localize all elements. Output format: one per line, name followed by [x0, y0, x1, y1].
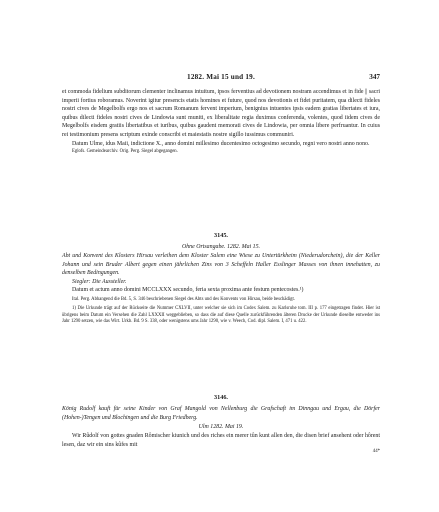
document-3146: [62, 394, 380, 456]
document-summary: König Rudolf kauft für seine Kinder von Graf Mangold von Nellenburg die Grafschaft im Dinngau und Ergau, die Dörfer (Hohen-)Tengen und Blochingen und die Burg Friedberg.: [62, 406, 380, 421]
running-header: [62, 73, 380, 85]
charter-text: et commoda fidelium subditorum clementer inclinamus intuitum, ipsos ferventius ad devotionem nostram accendimus et in fide || sacri imperii fortius roboramus. Noverint igitur presencis etatis homines et future, quod nos devotionis et fidei puritatem, qua dilecti fideles nostri cives de Megelbolfs ergo nos et sacrum Romanum fervent imperium, benignius intuentes ipsis eadem gratias libertates et iura, quibus dilecti fideles nostri cives de Lindowia sunt muniti, ex liberalitate regia duximus conferenda, volentes, quod iidem cives de Megelbolfs eisdem gratiis libertatibus et iuribus, quibus gaudent memorati cives de Lindowia, per omnia libere perfruantur. In cuius rei testimonium presens scriptum exinde conscribi et maiestatis nostre sigillo iussimus communiri.: [62, 89, 380, 138]
document-source: Ital. Perg. Abhangend die Bd. 5, S. 346 beschriebenen Siegel des Abts und des Konvents von Hirsau, beide beschädigt.: [72, 296, 295, 302]
document-dating: Datum et actum anno domini MCCLXXX secundo, feria sexta proxima ante festum pentecostes.¹): [72, 287, 304, 294]
page-number: 347: [369, 73, 380, 81]
signature-mark: 44*: [372, 449, 380, 455]
header-title: 1282. Mai 15 und 19.: [187, 73, 255, 81]
document-footnote: 1) Die Urkunde trägt auf der Rückseite die Nummer CXLVII, unter welcher sie sich im Codex Salem. zu Karlsruhe tom. III p. 177 eingetragen findet. Hier ist übrigens beim Datum ein Versehen die Zahl LXXXII weggeblieben, so dass die auf diese Quelle zurückführenden älteren Drucke der Urkunde dieselbe entweder ins Jahr 1290 setzen, wie das Wirt. Urkb. Bd. 9 S. 338, oder wenigstens ums Jahr 1290, wie v. Weech, Cod. dipl. Salem. I, 471 u. 422.: [62, 306, 380, 324]
document-sealers: Siegler: Die Aussteller.: [72, 278, 127, 285]
charter-dating: Datum Ulme, idus Maii, indictione X., anno domini millesimo ducentesimo octogesimo secundo, regni vero nostri anno nono.: [72, 140, 370, 147]
document-date: Ulm 1282. Mai 19.: [198, 424, 244, 431]
top-section: [62, 88, 380, 155]
document-number: 3146.: [214, 394, 228, 401]
document-number: 3145.: [214, 232, 228, 239]
document-3145: [62, 232, 380, 325]
document-summary: Abt und Konvent des Klosters Hirsau verleihen dem Kloster Salem eine Wiese zu Untertürkheim (Niederudorchein), die der Keller Johann und sein Bruder Albert gegen einen jährlichen Zins von 3 Scheffeln Haller Esslinger Masses von ihnen innehatten, zu denselben Bedingungen.: [62, 253, 380, 277]
charter-source: Eglofs. Gemeindearchiv. Orig. Perg. Siegel abgegangen.: [72, 149, 178, 155]
document-date: Ohne Ortsangabe. 1282. Mai 15.: [181, 244, 261, 250]
document-text: Wir Rûdolf von gottes gnaden Rômischer kiunich und des riches ein merer tûn kunt allen den, die disen brief ansehent oder hôrent lesen, daz wir ein sins kûfes mit: [62, 433, 380, 448]
